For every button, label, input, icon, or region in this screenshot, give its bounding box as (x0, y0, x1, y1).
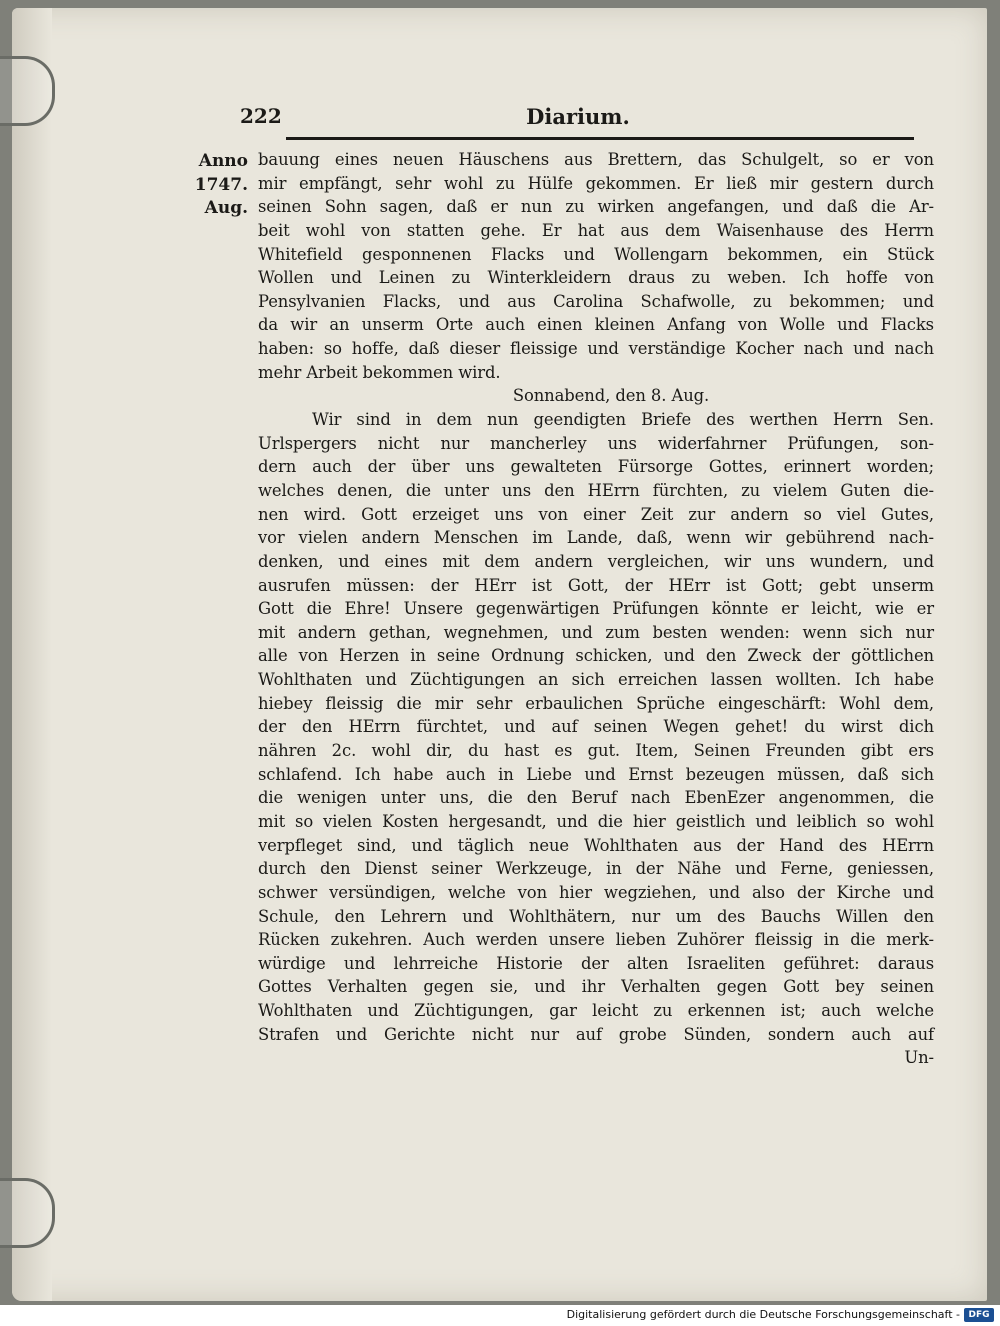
text-line: Whitefield gesponnenen Flacks und Wollengarn bekommen, ein Stück (258, 244, 934, 264)
text-line: schwer versündigen, welche von hier wegziehen, und also der Kirche und (258, 882, 934, 902)
margin-note-line: Anno (198, 151, 248, 171)
text-line: beit wohl von statten gehe. Er hat aus dem Waisenhause des Herrn (258, 220, 934, 240)
text-line: mir empfängt, sehr wohl zu Hülfe gekommen. Er ließ mir gestern durch (258, 173, 934, 193)
text-line: bauung eines neuen Häuschens aus Brettern, das Schulgelt, so er von (258, 150, 934, 169)
text-line: der den HErrn fürchtet, und auf seinen Wegen gehet! du wirst dich (258, 717, 934, 737)
text-line: Gott die Ehre! Unsere gegenwärtigen Prüfungen könnte er leicht, wie er (258, 599, 934, 619)
text-line: hiebey fleissig die mir sehr erbaulichen Sprüche eingeschärft: Wohl dem, (258, 693, 934, 713)
text-line: Pensylvanien Flacks, und aus Carolina Schafwolle, zu bekommen; und (258, 291, 934, 311)
margin-note-line: Aug. (204, 198, 248, 219)
text-line: nähren 2c. wohl dir, du hast es gut. Item, Seinen Freunden gibt ers (258, 741, 934, 761)
text-line: Wollen und Leinen zu Winterkleidern draus zu weben. Ich hoffe von (258, 268, 934, 288)
text-line: Strafen und Gerichte nicht nur auf grobe Sünden, sondern auch auf (258, 1024, 934, 1044)
text-line: haben: so hoffe, daß dieser fleissige und verständige Kocher nach und nach (258, 339, 934, 359)
binding-clip-top (0, 56, 55, 126)
text-line: mit andern gethan, wegnehmen, und zum besten wenden: wenn sich nur (258, 622, 934, 642)
text-line: mehr Arbeit bekommen wird. (258, 362, 501, 382)
text-line: Wohlthaten und Züchtigungen, gar leicht zu erkennen ist; auch welche (258, 1001, 934, 1021)
dfg-logo-icon: DFG (964, 1308, 994, 1322)
text-line: da wir an unserm Orte auch einen kleinen Anfang von Wolle und Flacks (258, 315, 934, 335)
text-line: mit so vielen Kosten hergesandt, und die hier geistlich und leiblich so wohl (258, 811, 934, 831)
page-edge-shadow (12, 8, 52, 1301)
footer-credit: Digitalisierung gefördert durch die Deutsche Forschungsgemeinschaft - (566, 1308, 960, 1321)
text-line: Wir sind in dem nun geendigten Briefe des werthen Herrn Sen. (312, 410, 934, 430)
section-heading: Sonnabend, den 8. Aug. (512, 386, 710, 406)
text-line: Gottes Verhalten gegen sie, und ihr Verhalten gegen Gott bey seinen (258, 977, 934, 997)
binding-clip-bottom (0, 1178, 55, 1248)
body-text (258, 148, 934, 1070)
page-number: 222 (240, 104, 282, 128)
text-line: denken, und eines mit dem andern vergleichen, wir uns wundern, und (258, 551, 934, 571)
text-line: ausrufen müssen: der HErr ist Gott, der HErr ist Gott; gebt unserm (258, 575, 934, 595)
running-title: Diarium. (526, 104, 630, 129)
running-head (240, 104, 916, 134)
text-line: die wenigen unter uns, die den Beruf nach EbenEzer angenommen, die (258, 788, 934, 808)
text-line: durch den Dienst seiner Werkzeuge, in der Nähe und Ferne, geniessen, (258, 859, 934, 879)
text-line: verpfleget sind, und täglich neue Wohlthaten aus der Hand des HErrn (258, 835, 934, 855)
text-line: Schule, den Lehrern und Wohlthätern, nur um des Bauchs Willen den (258, 906, 934, 926)
text-line: nen wird. Gott erzeiget uns von einer Zeit zur andern so viel Gutes, (258, 504, 934, 524)
text-line: vor vielen andern Menschen im Lande, daß, wenn wir gebührend nach- (258, 528, 934, 548)
text-line: seinen Sohn sagen, daß er nun zu wirken angefangen, und daß die Ar- (258, 197, 934, 217)
text-line: Rücken zukehren. Auch werden unsere lieben Zuhörer fleissig in die merk- (258, 930, 934, 950)
text-line: schlafend. Ich habe auch in Liebe und Ernst bezeugen müssen, daß sich (258, 764, 934, 784)
digitization-footer (0, 1305, 1000, 1326)
text-line: Urlspergers nicht nur mancherley uns widerfahrner Prüfungen, son- (258, 433, 934, 453)
text-line: würdige und lehrreiche Historie der alten Israeliten geführet: daraus (258, 953, 934, 973)
header-rule (286, 137, 914, 140)
text-line: welches denen, die unter uns den HErrn fürchten, zu vielem Guten die- (258, 480, 934, 500)
margin-note-line: 1747. (194, 174, 248, 195)
catchword: Un- (904, 1048, 934, 1068)
text-line: Wohlthaten und Züchtigungen an sich erreichen lassen wollten. Ich habe (258, 670, 934, 690)
margin-note (170, 150, 248, 221)
text-line: alle von Herzen in seine Ordnung schicken, und den Zweck der göttlichen (258, 646, 934, 666)
text-line: dern auch der über uns gewalteten Fürsorge Gottes, erinnert worden; (258, 457, 934, 477)
